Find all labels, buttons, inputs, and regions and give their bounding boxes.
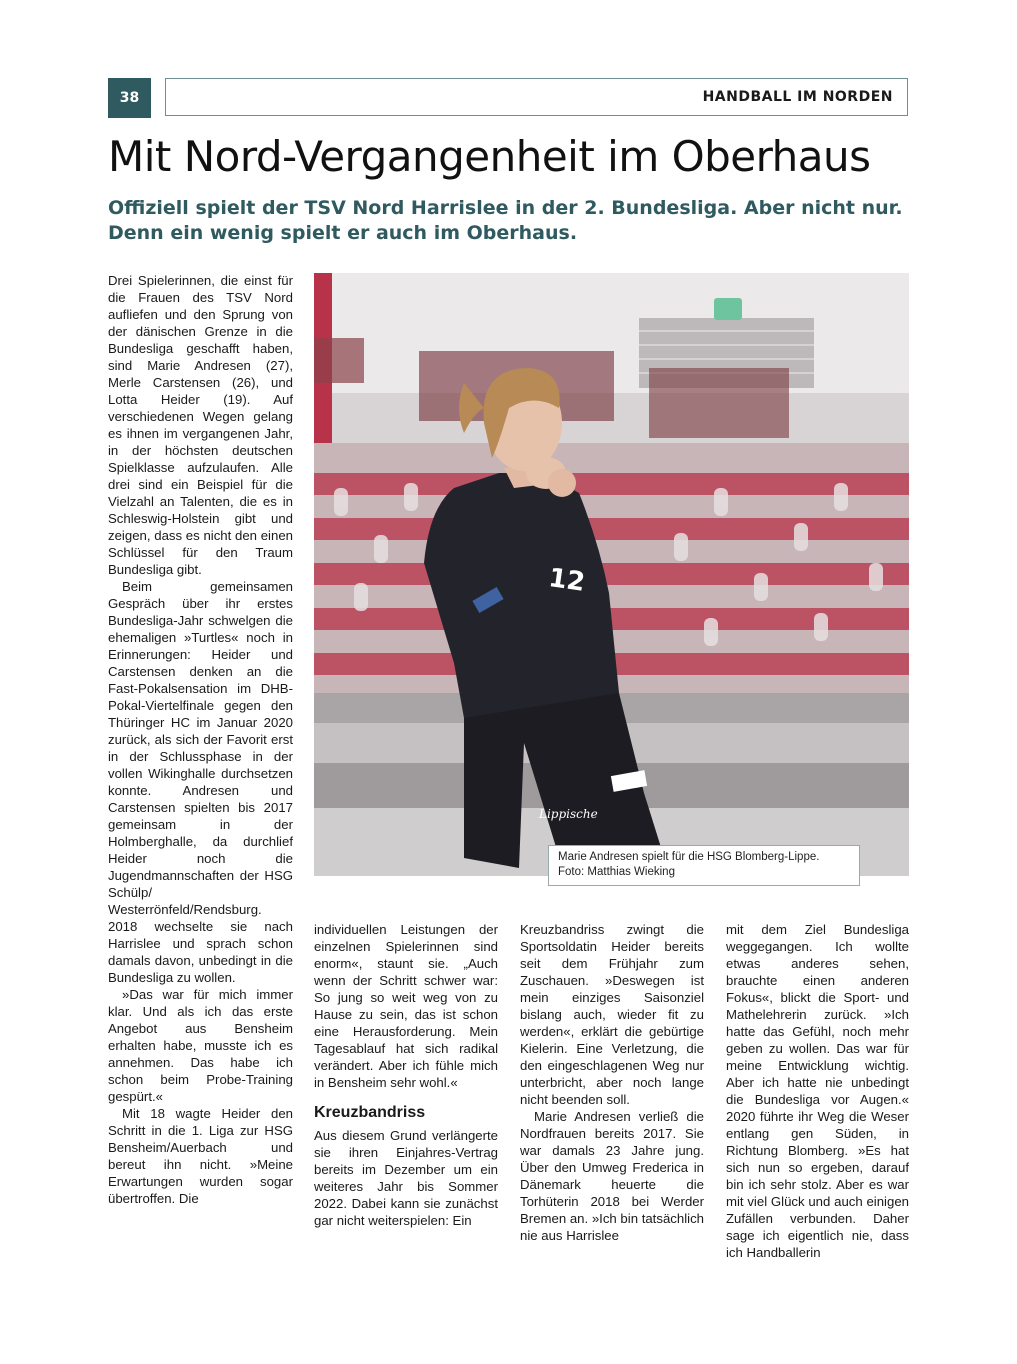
article-headline: Mit Nord-Vergangenheit im Oberhaus [108,132,871,181]
paragraph: Mit 18 wagte Heider den Schritt in die 1. Liga zur HSG Bensheim/Auerbach und bereut ihn nicht. »Meine Erwartungen wurden sogar übertroffen. Die [108,1106,293,1206]
paragraph: »Das war für mich immer klar. Und als ich das erste Angebot aus Bensheim erhalten habe, musste ich es annehmen. Das habe ich schon beim Probe-Training gespürt.« [108,987,293,1104]
paragraph: Aus diesem Grund verlängerte sie ihren Einjahres-Vertrag bereits im Dezember um ein weiteres Jahr bis Sommer 2022. Dabei kann sie zunächst gar nicht weiterspielen: Ein [314,1128,498,1228]
paragraph: individuellen Leistungen der einzelnen Spielerinnen sind enorm«, staunt sie. „Auch wenn der Schritt schwer war: So jung so weit weg von zu Hause zu sein, das ist schon eine Herausforderung. Mein Tagesablauf hat sich radikal verändert. Aber ich fühle mich in Bensheim sehr wohl.« [314,922,498,1090]
page-number: 38 [108,78,151,118]
caption-text: Marie Andresen spielt für die HSG Blomberg-Lippe. [558,851,820,863]
subhead-line-1: Offiziell spielt der TSV Nord Harrislee in der 2. Bundesliga. Aber nicht nur. [108,197,903,219]
jersey-number: 12 [546,563,587,598]
paragraph: Beim gemeinsamen Gespräch über ihr erstes Bundesliga-Jahr schwelgen die ehemaligen »Turtles« noch in Erinnerungen: Heider und Carstensen denken an die Fast-Pokalsensation im DHB-Pokal-Viertelfinale gegen den Thüringer HC im Januar 2020 zurück, als sich der Favorit erst in der Schlussphase in der vollen Wikinghalle durchsetzen konnte. Andresen und Carstensen spielten bis 2017 gemeinsam in der Holmberghalle, da durchlief Heider noch die Jugendmannschaften der HSG Schülp/ Westerrönfeld/Rendsburg. 2018 wechselte sie nach Harrislee und sprach schon damals davon, unbedingt in die Bundesliga zu wollen. [108,579,293,985]
photo-credit: Foto: Matthias Wieking [558,866,675,878]
photo-caption [548,845,860,886]
section-title [165,78,908,116]
text-column-1 [108,272,293,1282]
paragraph: Marie Andresen verließ die Nordfrauen bereits 2017. Sie war damals 23 Jahre jung. Über den Umweg Frederica in Dänemark heuerte die Torhüterin 2018 bei Werder Bremen an. »Ich bin tatsächlich nie aus Harrislee [520,1109,704,1243]
text-column-3 [520,921,704,1283]
subhead-line-2: Denn ein wenig spielt er auch im Oberhaus. [108,222,578,244]
paragraph: Drei Spielerinnen, die einst für die Frauen des TSV Nord aufliefen und den Sprung von der dänischen Grenze in die Bundesliga geschafft haben, sind Marie Andresen (27), Merle Carstensen (26), und Lotta Heider (19). Auf verschiedenen Wegen gelang es ihnen im vergangenen Jahr, in der höchsten deutschen Spielklasse aufzulaufen. Alle drei sind ein Beispiel für die Vielzahl an Talenten, die es in Schleswig-Holstein gibt und zeigen, dass es nicht den einen Schlüssel für den Traum Bundesliga gibt. [108,273,293,577]
handball-player-photo [314,273,909,876]
text-column-2 [314,921,498,1283]
section-label: HANDBALL IM NORDEN [702,89,893,105]
sponsor-text: Lippische [539,807,598,821]
text-column-4 [726,921,909,1283]
article-subhead [108,196,908,246]
paragraph: mit dem Ziel Bundesliga weggegangen. Ich wollte etwas anderes sehen, brauchte einen anderen Fokus«, blickt die Sport- und Mathelehrerin zurück. »Ich hatte das Gefühl, noch mehr geben zu wollen. Das war für meine Entwicklung wichtig. Aber ich hatte nie unbedingt die Bundesliga vor Augen.« 2020 führte ihr Weg die Weser entlang gen Süden, in Richtung Blomberg. »Es hat sich nun so ergeben, darauf bin ich sehr stolz. Aber es war mit viel Glück und auch einigen Zufällen verbunden. Daher sage ich eigentlich nie, dass ich Handballerin [726,922,909,1260]
article-photo [314,273,909,876]
subheading: Kreuzbandriss [314,1104,426,1121]
paragraph: Kreuzbandriss zwingt die Sportsoldatin Heider bereits seit dem Frühjahr zum Zuschauen. »Deswegen ist mein einziges Saisonziel bislang auch, wieder fit zu werden«, erklärt die gebürtige Kielerin. Eine Verletzung, die den eingeschlagenen Weg nur unterbricht, aber noch lange nicht beenden soll. [520,922,704,1107]
